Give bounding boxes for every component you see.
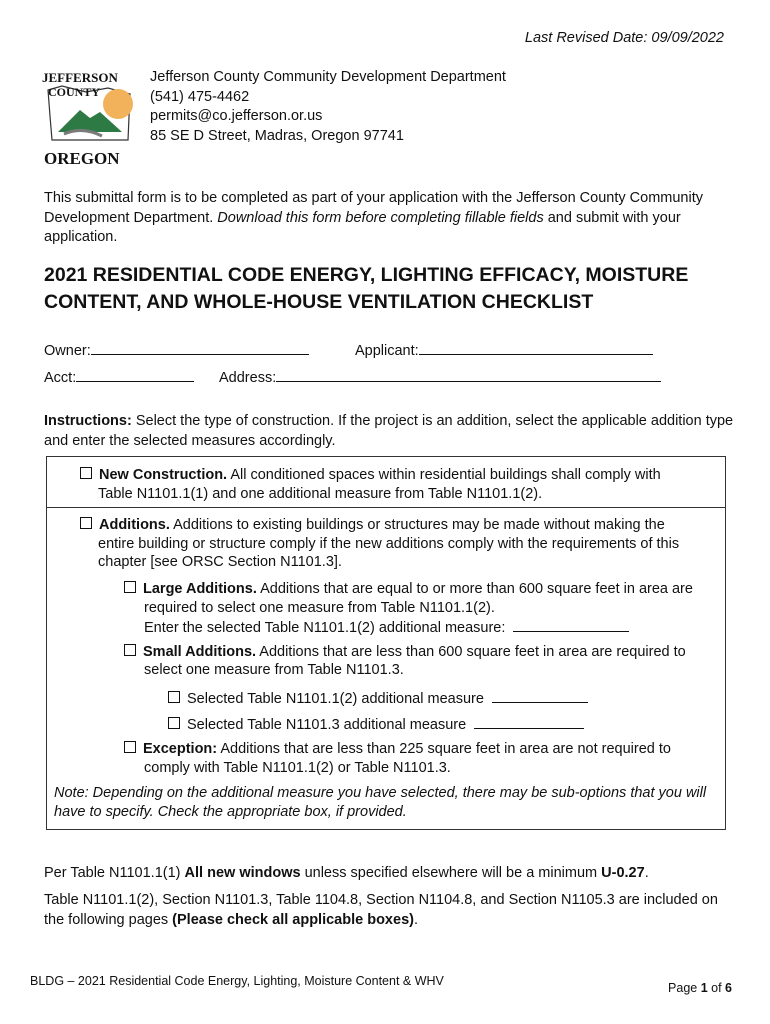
new-construction-text: All conditioned spaces within residential buildings shall comply with: [227, 467, 661, 483]
page-of-word: of: [707, 981, 726, 995]
windows-text-1: Per Table N1101.1(1): [44, 865, 185, 881]
applicant-field[interactable]: [355, 340, 653, 359]
large-additions-text: Additions that are equal to or more than 600 square feet in area are: [256, 581, 693, 597]
intro-text-italic: Download this form before completing fillable fields: [217, 209, 544, 226]
exception-text: Additions that are less than 225 square feet in area are not required to: [217, 741, 671, 757]
intro-text-3: and submit with your application.: [44, 209, 681, 245]
large-additions-text-3: Enter the selected Table N1101.1(2) additional measure:: [144, 620, 506, 636]
option-exception[interactable]: [124, 740, 671, 759]
exception-text-2: comply with Table N1101.1(2) or Table N1101.3.: [144, 760, 451, 776]
instructions-label: Instructions:: [44, 413, 132, 429]
intro-text-1: This submittal form is to be completed as part of your application with the Jefferson County Community Development Department.: [44, 190, 703, 226]
page-word: Page: [668, 981, 701, 995]
footer-document-name: BLDG – 2021 Residential Code Energy, Lighting, Moisture Content & WHV: [30, 974, 444, 988]
page-number: [668, 981, 732, 995]
owner-label: Owner:: [44, 343, 91, 359]
additions-checkbox[interactable]: [80, 517, 92, 529]
windows-requirement: [44, 864, 734, 884]
department-phone: (541) 475-4462: [150, 88, 250, 105]
exception-checkbox[interactable]: [124, 741, 136, 753]
last-revised-date: Last Revised Date: 09/09/2022: [524, 30, 724, 46]
box-divider: [46, 507, 726, 508]
page-total: 6: [725, 981, 732, 995]
large-additions-measure-field[interactable]: [144, 617, 629, 638]
small-additions-label: Small Additions.: [143, 644, 257, 660]
new-construction-text-2: Table N1101.1(1) and one additional measure from Table N1101.1(2).: [98, 486, 543, 502]
small-additions-checkbox[interactable]: [124, 644, 136, 656]
exception-label: Exception:: [143, 741, 218, 757]
instructions-text: Select the type of construction. If the project is an addition, select the applicable addition type and enter the selected measures accordingly.: [44, 413, 734, 449]
additions-text: Additions to existing buildings or structures may be made without making the: [169, 517, 665, 533]
small-additions-sub1[interactable]: [168, 688, 588, 709]
additions-text-2: entire building or structure comply if the new additions comply with the requirements of this: [98, 536, 680, 552]
new-construction-label: New Construction.: [99, 467, 228, 483]
county-logo: [42, 68, 142, 168]
logo-text-county: COUNTY: [48, 85, 101, 99]
address-input-line[interactable]: [276, 367, 661, 382]
department-address: 85 SE D Street, Madras, Oregon 97741: [150, 127, 404, 144]
address-label: Address:: [219, 370, 277, 386]
department-email: permits@co.jefferson.or.us: [150, 108, 323, 124]
option-large-additions[interactable]: [124, 580, 693, 599]
windows-bold-1: All new windows: [184, 865, 301, 881]
applicant-label: Applicant:: [355, 343, 419, 359]
large-additions-text-2: required to select one measure from Table N1101.1(2).: [144, 600, 495, 616]
intro-paragraph: [44, 189, 734, 248]
small-additions-sub1-checkbox[interactable]: [168, 691, 180, 703]
county-logo-graphic: [42, 68, 142, 168]
acct-field[interactable]: [44, 367, 194, 386]
address-field[interactable]: [219, 367, 661, 386]
large-additions-measure-input[interactable]: [513, 617, 629, 632]
small-additions-sub1-input[interactable]: [492, 688, 588, 703]
small-additions-sub2-checkbox[interactable]: [168, 717, 180, 729]
small-additions-sub1-text: Selected Table N1101.1(2) additional measure: [187, 691, 484, 707]
owner-field[interactable]: [44, 340, 309, 359]
new-construction-checkbox[interactable]: [80, 467, 92, 479]
acct-label: Acct:: [44, 370, 77, 386]
tables-text-2: .: [413, 911, 418, 928]
sub-options-note: Note: Depending on the additional measure you have selected, there may be sub-options that you will have to specify. Check the appropriate box, if provided.: [54, 785, 707, 820]
owner-input-line[interactable]: [91, 340, 309, 355]
applicant-input-line[interactable]: [419, 340, 653, 355]
option-new-construction[interactable]: [80, 466, 661, 485]
form-title: 2021 RESIDENTIAL CODE ENERGY, LIGHTING EFFICACY, MOISTURE CONTENT, AND WHOLE-HOUSE VENTILATION CHECKLIST: [44, 264, 689, 313]
windows-text-3: .: [644, 865, 649, 881]
acct-input-line[interactable]: [76, 367, 194, 382]
department-contact: [150, 68, 506, 146]
windows-bold-2: U-0.27: [601, 865, 645, 881]
large-additions-checkbox[interactable]: [124, 581, 136, 593]
logo-text-jefferson: JEFFERSON: [42, 70, 118, 85]
additions-text-3: chapter [see ORSC Section N1101.3].: [98, 554, 342, 570]
page-current: 1: [700, 981, 708, 995]
option-small-additions[interactable]: [124, 643, 686, 662]
small-additions-sub2-text: Selected Table N1101.3 additional measure: [187, 717, 467, 733]
tables-text-1: Table N1101.1(2), Section N1101.3, Table 1104.8, Section N1104.8, and Section N1105.3 are included on the following pages: [44, 892, 718, 928]
tables-bold: (Please check all applicable boxes): [172, 911, 414, 928]
large-additions-label: Large Additions.: [143, 581, 257, 597]
windows-text-2: unless specified elsewhere will be a minimum: [300, 865, 602, 881]
additions-label: Additions.: [99, 517, 170, 533]
department-name: Jefferson County Community Development Department: [150, 69, 506, 85]
small-additions-sub2-input[interactable]: [474, 714, 584, 729]
small-additions-sub2[interactable]: [168, 714, 584, 735]
option-additions[interactable]: [80, 516, 665, 535]
tables-included: [44, 891, 734, 930]
instructions: [44, 412, 734, 451]
small-additions-text-2: select one measure from Table N1101.3.: [144, 662, 404, 678]
small-additions-text: Additions that are less than 600 square feet in area are required to: [256, 644, 686, 660]
logo-text-oregon: OREGON: [44, 149, 120, 168]
